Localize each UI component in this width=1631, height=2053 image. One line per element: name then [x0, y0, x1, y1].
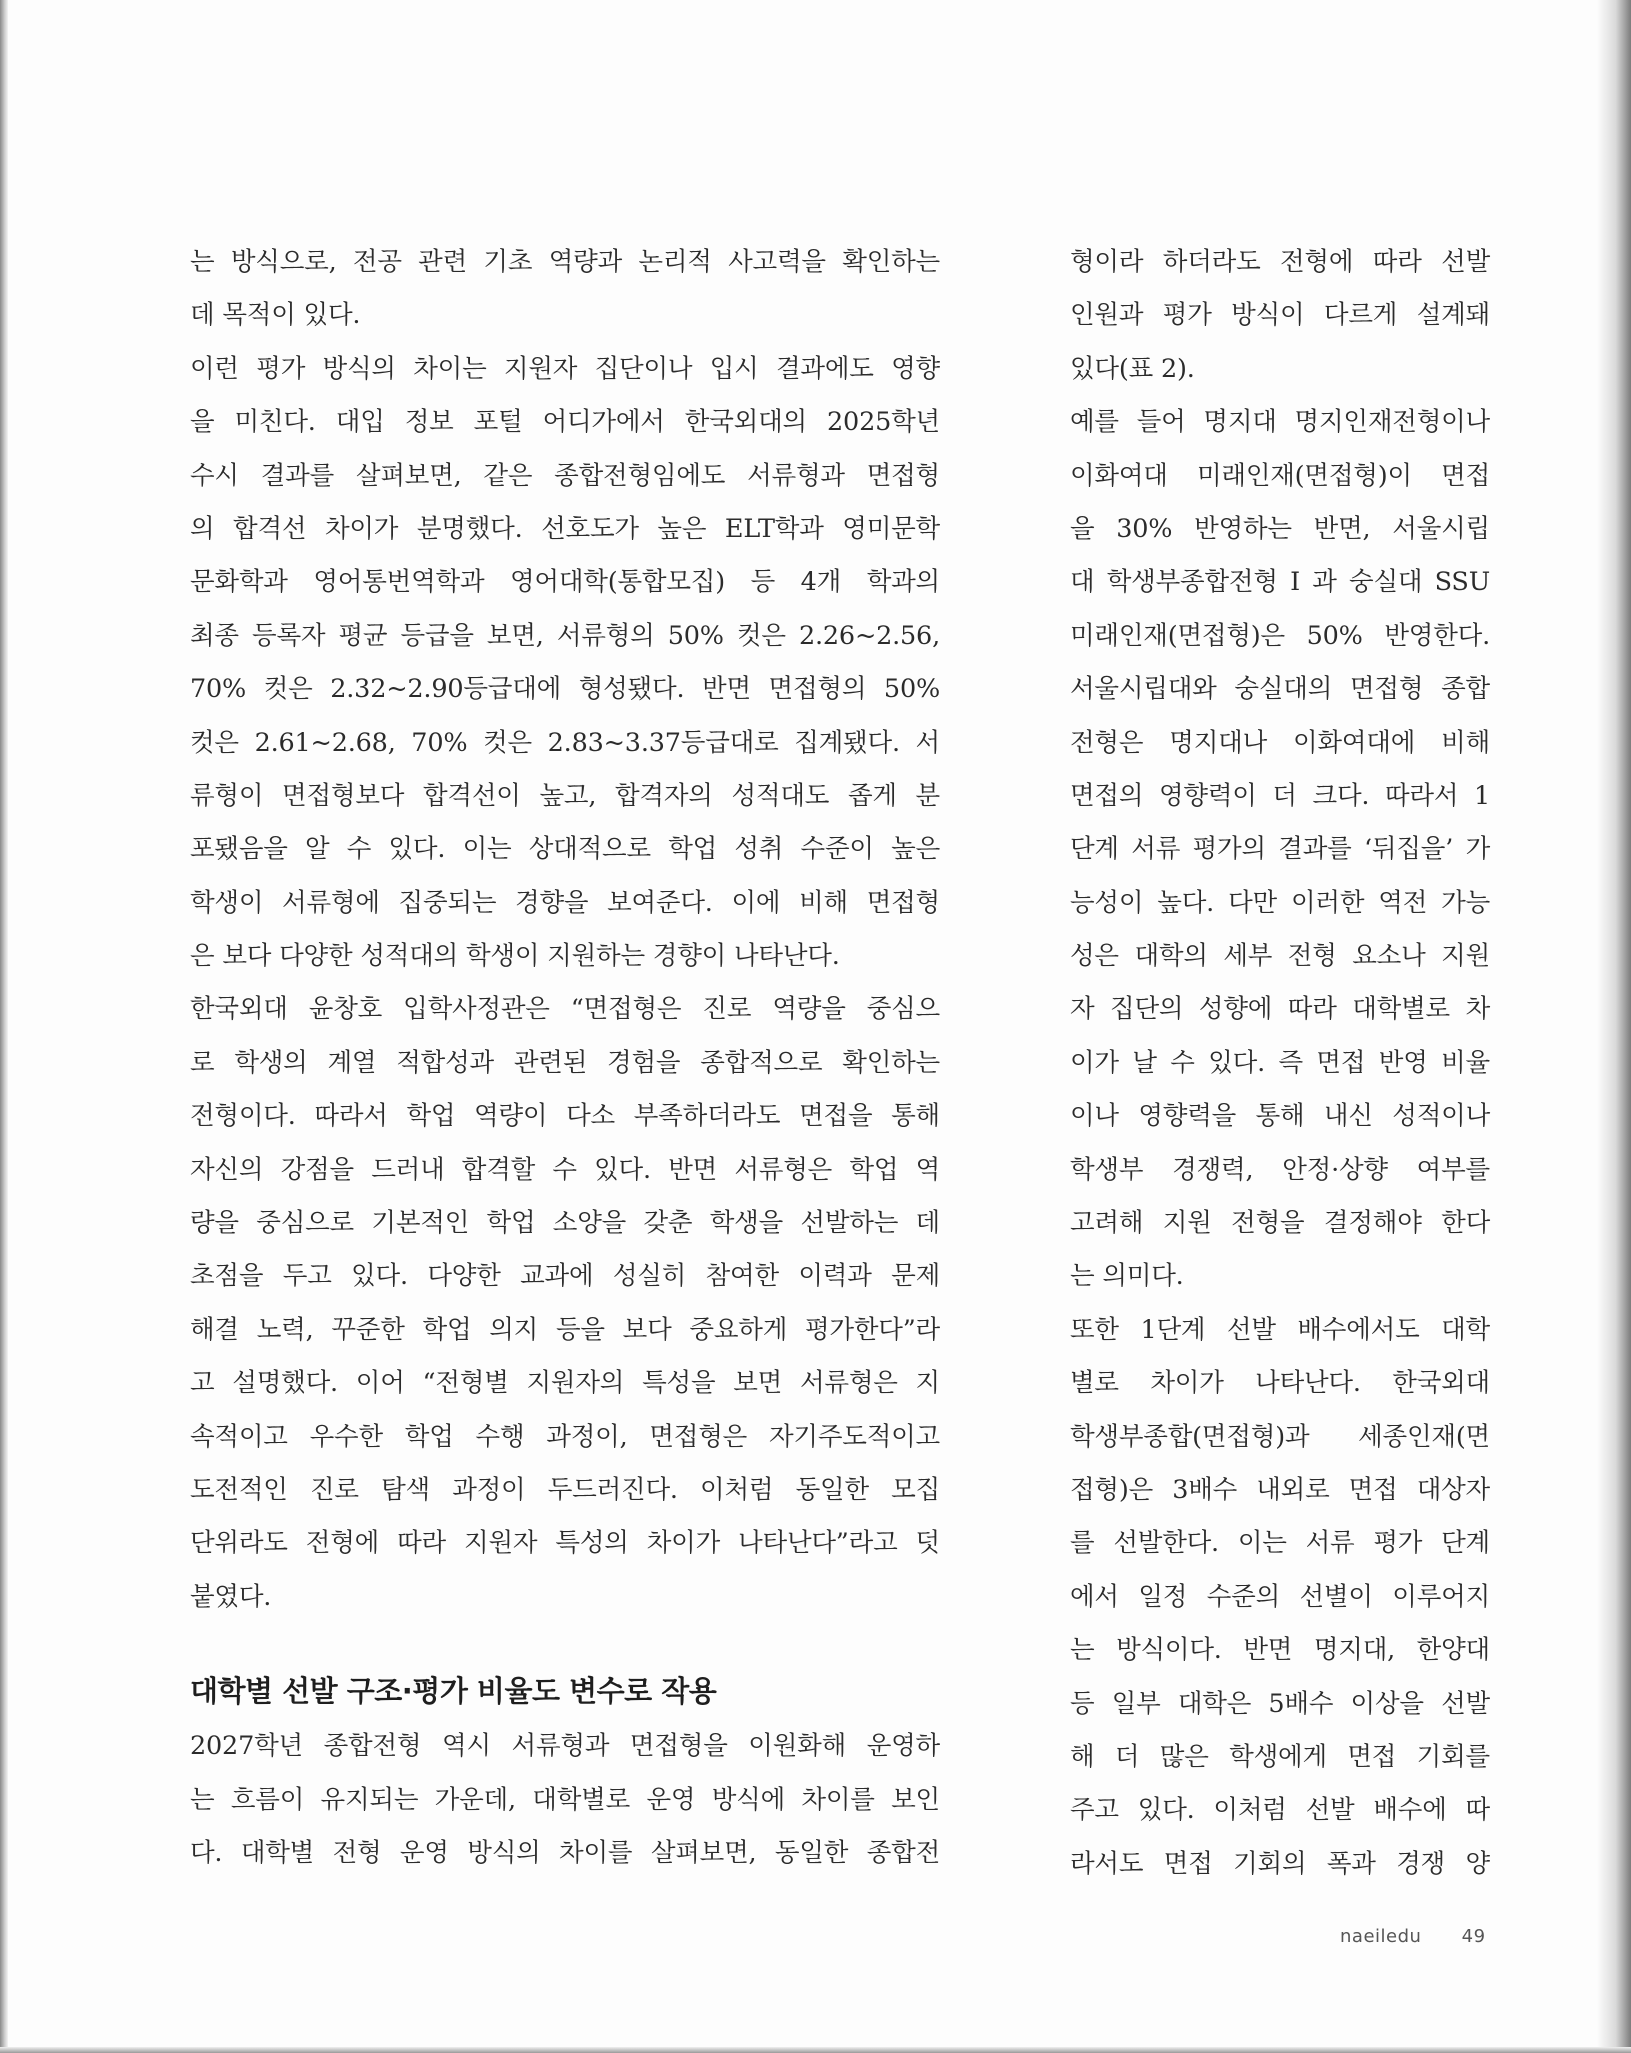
text-line: 라서도 면접 기회의 폭과 경쟁 양 — [1070, 1848, 1490, 1879]
text-line: 다. 대학별 전형 운영 방식의 차이를 살펴보면, 동일한 종합전 — [190, 1837, 940, 1868]
text-line: 또한 1단계 선발 배수에서도 대학 — [1070, 1314, 1490, 1345]
text-line: 미래인재(면접형)은 50% 반영한다. — [1070, 620, 1490, 651]
paragraph — [190, 1720, 940, 1880]
text-line: 별로 차이가 나타난다. 한국외대 — [1070, 1368, 1490, 1399]
text-line: 로 학생의 계열 적합성과 관련된 경험을 종합적으로 확인하는 — [190, 1047, 940, 1078]
paragraph — [1070, 396, 1490, 1304]
footer-brand: naeiledu — [1340, 1926, 1422, 1947]
text-line: 속적이고 우수한 학업 수행 과정이, 면접형은 자기주도적이고 — [190, 1421, 940, 1452]
text-line: 을 30% 반영하는 반면, 서울시립 — [1070, 513, 1490, 544]
paragraph — [190, 343, 940, 984]
text-line: 한국외대 윤창호 입학사정관은 “면접형은 진로 역량을 중심으 — [190, 994, 940, 1025]
text-line: 수시 결과를 살펴보면, 같은 종합전형임에도 서류형과 면접형 — [190, 460, 940, 491]
text-line: 면접의 영향력이 더 크다. 따라서 1 — [1070, 780, 1490, 811]
text-line: 능성이 높다. 다만 이러한 역전 가능 — [1070, 887, 1490, 918]
text-line: 는 방식이다. 반면 명지대, 한양대 — [1070, 1635, 1490, 1666]
page-bottom-edge — [0, 2047, 1631, 2053]
text-line: 서울시립대와 숭실대의 면접형 종합 — [1070, 674, 1490, 705]
text-line: 에서 일정 수준의 선별이 이루어지 — [1070, 1581, 1490, 1612]
text-line: 는 방식으로, 전공 관련 기초 역량과 논리적 사고력을 확인하는 — [190, 247, 940, 277]
text-line: 단계 서류 평가의 결과를 ‘뒤집을’ 가 — [1070, 834, 1490, 865]
text-line: 포됐음을 알 수 있다. 이는 상대적으로 학업 성취 수준이 높은 — [190, 834, 940, 865]
text-line: 고려해 지원 전형을 결정해야 한다 — [1070, 1208, 1490, 1239]
text-line: 대 학생부종합전형 I 과 숭실대 SSU — [1070, 567, 1490, 598]
text-line: 량을 중심으로 기본적인 학업 소양을 갖춘 학생을 선발하는 데 — [190, 1208, 940, 1239]
text-line: 2027학년 종합전형 역시 서류형과 면접형을 이원화해 운영하 — [190, 1731, 940, 1762]
text-line: 자 집단의 성향에 따라 대학별로 차 — [1070, 994, 1490, 1025]
text-line: 해결 노력, 꾸준한 학업 의지 등을 보다 중요하게 평가한다”라 — [190, 1314, 940, 1345]
text-line: 는 흐름이 유지되는 가운데, 대학별로 운영 방식에 차이를 보인 — [190, 1784, 940, 1815]
text-line: 예를 들어 명지대 명지인재전형이나 — [1070, 407, 1490, 438]
text-line: 데 목적이 있다. — [190, 300, 361, 331]
text-line: 이화여대 미래인재(면접형)이 면접 — [1070, 460, 1490, 491]
text-line: 학생부 경쟁력, 안정·상향 여부를 — [1070, 1154, 1490, 1185]
left-column — [190, 236, 940, 1880]
page-binding-shadow — [1597, 0, 1631, 2053]
text-line: 주고 있다. 이처럼 선발 배수에 따 — [1070, 1795, 1490, 1826]
text-line: 을 미친다. 대입 정보 포털 어디가에서 한국외대의 2025학년 — [190, 407, 940, 438]
text-line: 초점을 두고 있다. 다양한 교과에 성실히 참여한 이력과 문제 — [190, 1261, 940, 1292]
paragraph — [1070, 1304, 1490, 1891]
page-number: 49 — [1461, 1926, 1486, 1947]
text-line: 인원과 평가 방식이 다르게 설계돼 — [1070, 300, 1490, 331]
page-footer — [1340, 1926, 1486, 1947]
text-line: 있다(표 2). — [1070, 353, 1195, 384]
text-line: 70% 컷은 2.32~2.90등급대에 형성됐다. 반면 면접형의 50% — [190, 674, 940, 705]
text-line: 해 더 많은 학생에게 면접 기회를 — [1070, 1741, 1490, 1772]
text-line: 를 선발한다. 이는 서류 평가 단계 — [1070, 1528, 1490, 1559]
paragraph — [190, 236, 940, 343]
text-line: 등 일부 대학은 5배수 이상을 선발 — [1070, 1688, 1490, 1719]
text-line: 류형이 면접형보다 합격선이 높고, 합격자의 성적대도 좁게 분 — [190, 780, 940, 811]
text-line: 붙였다. — [190, 1581, 272, 1612]
section-heading: 대학별 선발 구조·평가 비율도 변수로 작용 — [190, 1674, 717, 1709]
text-line: 이가 날 수 있다. 즉 면접 반영 비율 — [1070, 1047, 1490, 1078]
text-line: 컷은 2.61~2.68, 70% 컷은 2.83~3.37등급대로 집계됐다. 서 — [190, 727, 940, 758]
text-line: 접형)은 3배수 내외로 면접 대상자 — [1070, 1474, 1490, 1505]
right-column — [1070, 236, 1490, 1891]
text-line: 은 보다 다양한 성적대의 학생이 지원하는 경향이 나타난다. — [190, 941, 840, 972]
text-line: 도전적인 진로 탐색 과정이 두드러진다. 이처럼 동일한 모집 — [190, 1474, 940, 1505]
page-left-edge — [0, 0, 8, 2053]
text-line: 학생부종합(면접형)과 세종인재(면 — [1070, 1421, 1490, 1452]
text-line: 성은 대학의 세부 전형 요소나 지원 — [1070, 941, 1490, 972]
text-line: 는 의미다. — [1070, 1261, 1184, 1292]
text-line: 전형은 명지대나 이화여대에 비해 — [1070, 727, 1490, 758]
text-line: 전형이다. 따라서 학업 역량이 다소 부족하더라도 면접을 통해 — [190, 1101, 940, 1132]
text-line: 이런 평가 방식의 차이는 지원자 집단이나 입시 결과에도 영향 — [190, 353, 940, 384]
text-line: 단위라도 전형에 따라 지원자 특성의 차이가 나타난다”라고 덧 — [190, 1528, 940, 1559]
text-line: 학생이 서류형에 집중되는 경향을 보여준다. 이에 비해 면접형 — [190, 887, 940, 918]
text-line: 문화학과 영어통번역학과 영어대학(통합모집) 등 4개 학과의 — [190, 567, 940, 598]
text-line: 의 합격선 차이가 분명했다. 선호도가 높은 ELT학과 영미문학 — [190, 513, 940, 544]
text-line: 형이라 하더라도 전형에 따라 선발 — [1070, 247, 1490, 277]
text-line: 최종 등록자 평균 등급을 보면, 서류형의 50% 컷은 2.26~2.56, — [190, 620, 940, 651]
section-gap — [190, 1624, 940, 1662]
text-line: 자신의 강점을 드러내 합격할 수 있다. 반면 서류형은 학업 역 — [190, 1154, 940, 1185]
text-line: 고 설명했다. 이어 “전형별 지원자의 특성을 보면 서류형은 지 — [190, 1368, 940, 1399]
text-line: 이나 영향력을 통해 내신 성적이나 — [1070, 1101, 1490, 1132]
paragraph — [1070, 236, 1490, 396]
paragraph — [190, 983, 940, 1624]
